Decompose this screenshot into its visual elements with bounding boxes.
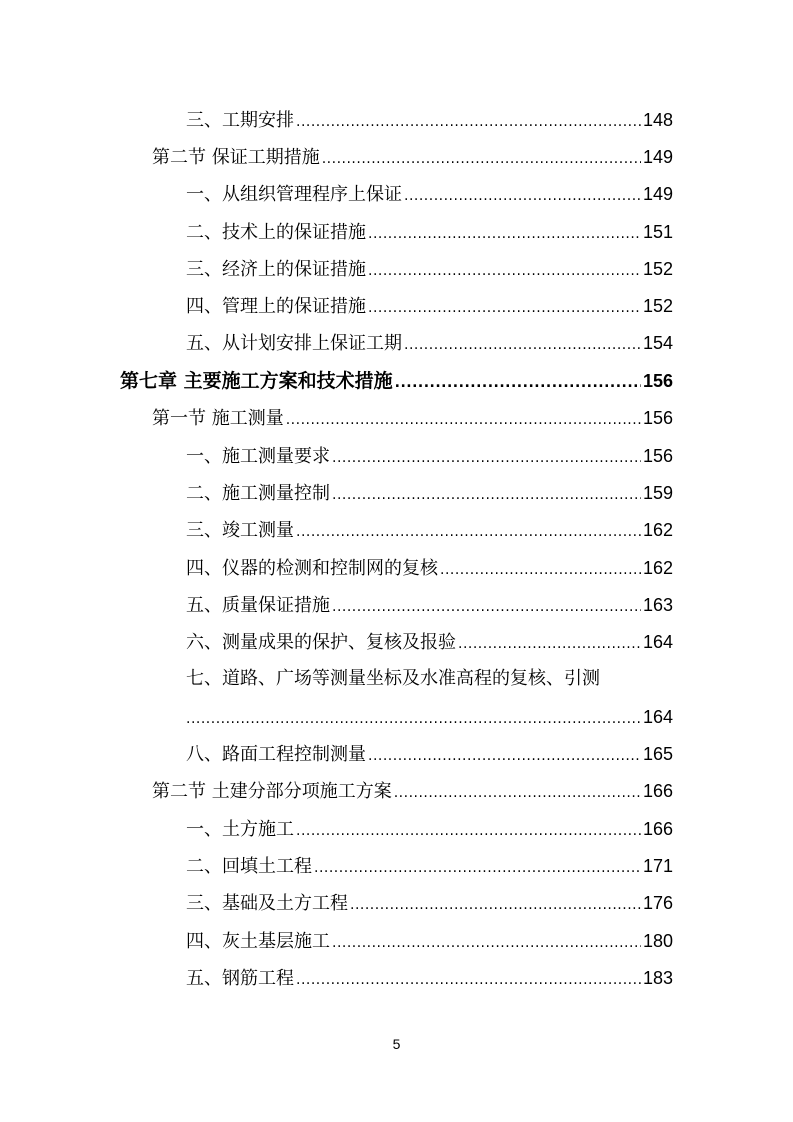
toc-entry[interactable] <box>186 891 673 917</box>
toc-entry-page: 156 <box>642 446 673 466</box>
toc-entry-title: 三、经济上的保证措施 <box>186 259 366 280</box>
toc-leader-dots <box>332 931 641 955</box>
toc-entry-title: 六、测量成果的保护、复核及报验 <box>186 632 456 653</box>
toc-entry[interactable] <box>186 630 673 656</box>
toc-entry[interactable] <box>186 444 673 470</box>
toc-entry-page: 162 <box>642 520 673 540</box>
toc-entry-title: 三、基础及土方工程 <box>186 893 348 914</box>
toc-entry-title: 一、土方施工 <box>186 819 294 840</box>
toc-entry[interactable] <box>152 406 673 432</box>
toc-leader-dots <box>368 259 641 283</box>
toc-leader-dots <box>322 147 641 171</box>
toc-entry-title: 第七章 主要施工方案和技术措施 <box>120 370 393 392</box>
toc-leader-dots <box>350 893 641 917</box>
toc-entry-page: 152 <box>642 259 673 279</box>
toc-entry-title: 第一节 施工测量 <box>152 408 284 429</box>
toc-leader-dots <box>314 856 641 880</box>
toc-entry-title: 二、回填土工程 <box>186 856 312 877</box>
toc-entry[interactable] <box>152 145 673 171</box>
toc-entry-page: 148 <box>642 110 673 130</box>
toc-entry[interactable] <box>186 817 673 843</box>
toc-entry-page: 162 <box>642 558 673 578</box>
toc-entry-page: 183 <box>642 968 673 988</box>
toc-leader-dots <box>404 333 641 357</box>
toc-leader-dots <box>296 968 641 992</box>
toc-entry-title: 五、钢筋工程 <box>186 968 294 989</box>
toc-entry-title: 五、从计划安排上保证工期 <box>186 333 402 354</box>
toc-entry[interactable] <box>186 518 673 544</box>
toc-entry-page: 149 <box>642 147 673 167</box>
toc-leader-dots <box>296 520 641 544</box>
toc-entry-page: 165 <box>642 744 673 764</box>
toc-entry-title: 三、工期安排 <box>186 110 294 131</box>
toc-entry[interactable] <box>186 966 673 992</box>
toc-entry-page: 156 <box>642 371 673 391</box>
toc-entry[interactable] <box>186 593 673 619</box>
toc-entry-page: 171 <box>642 856 673 876</box>
toc-leader-dots <box>440 558 641 582</box>
toc-leader-dots <box>296 110 641 134</box>
toc-leader-dots <box>332 595 641 619</box>
toc-entry[interactable] <box>186 108 673 134</box>
toc-entry-page: 180 <box>642 931 673 951</box>
toc-leader-dots <box>368 296 641 320</box>
toc-entry[interactable] <box>186 257 673 283</box>
toc-entry[interactable] <box>186 556 673 582</box>
toc-entry-page: 149 <box>642 184 673 204</box>
toc-leader-dots <box>395 371 641 395</box>
toc-entry-title: 一、施工测量要求 <box>186 446 330 467</box>
toc-entry-title: 第二节 保证工期措施 <box>152 147 320 168</box>
toc-entry-title: 四、管理上的保证措施 <box>186 296 366 317</box>
toc-entry-continuation[interactable] <box>186 705 673 731</box>
toc-entry-title: 三、竣工测量 <box>186 520 294 541</box>
toc-entry[interactable] <box>186 742 673 768</box>
toc-entry[interactable] <box>152 779 673 805</box>
toc-entry-title: 八、路面工程控制测量 <box>186 744 366 765</box>
toc-entry-page: 159 <box>642 483 673 503</box>
toc-entry[interactable] <box>186 294 673 320</box>
toc-leader-dots <box>332 446 641 470</box>
toc-entry[interactable] <box>186 929 673 955</box>
toc-leader-dots <box>458 632 641 656</box>
toc-entry-page: 152 <box>642 296 673 316</box>
toc-entry-page: 164 <box>642 632 673 652</box>
toc-entry-page: 154 <box>642 333 673 353</box>
toc-entry[interactable] <box>186 182 673 208</box>
toc-entry-title: 五、质量保证措施 <box>186 595 330 616</box>
toc-leader-dots <box>394 781 641 805</box>
toc-leader-dots <box>296 819 641 843</box>
page-number: 5 <box>392 1036 401 1052</box>
toc-entry-page: 176 <box>642 893 673 913</box>
toc-entry-title: 二、施工测量控制 <box>186 483 330 504</box>
toc-entry-title: 二、技术上的保证措施 <box>186 222 366 243</box>
toc-entry-title: 第二节 土建分部分项施工方案 <box>152 781 392 802</box>
toc-entry-page: 164 <box>642 707 673 727</box>
toc-entry-title: 四、灰土基层施工 <box>186 931 330 952</box>
toc-leader-dots <box>368 222 641 246</box>
toc-entry-page: 151 <box>642 222 673 242</box>
toc-entry-wrapped-title[interactable] <box>186 667 673 691</box>
toc-entry-page: 166 <box>642 781 673 801</box>
toc-chapter-entry[interactable] <box>120 369 673 395</box>
toc-leader-dots <box>404 184 641 208</box>
toc-entry[interactable] <box>186 854 673 880</box>
toc-entry-page: 163 <box>642 595 673 615</box>
toc-entry[interactable] <box>186 220 673 246</box>
toc-entry[interactable] <box>186 331 673 357</box>
toc-entry-page: 156 <box>642 408 673 428</box>
toc-leader-dots <box>332 483 641 507</box>
toc-leader-dots <box>186 707 641 731</box>
toc-leader-dots <box>368 744 641 768</box>
toc-entry[interactable] <box>186 481 673 507</box>
toc-entry-title: 七、道路、广场等测量坐标及水准高程的复核、引测 <box>186 668 600 689</box>
toc-leader-dots <box>286 408 641 432</box>
toc-entry-title: 四、仪器的检测和控制网的复核 <box>186 558 438 579</box>
toc-entry-page: 166 <box>642 819 673 839</box>
toc-entry-title: 一、从组织管理程序上保证 <box>186 184 402 205</box>
